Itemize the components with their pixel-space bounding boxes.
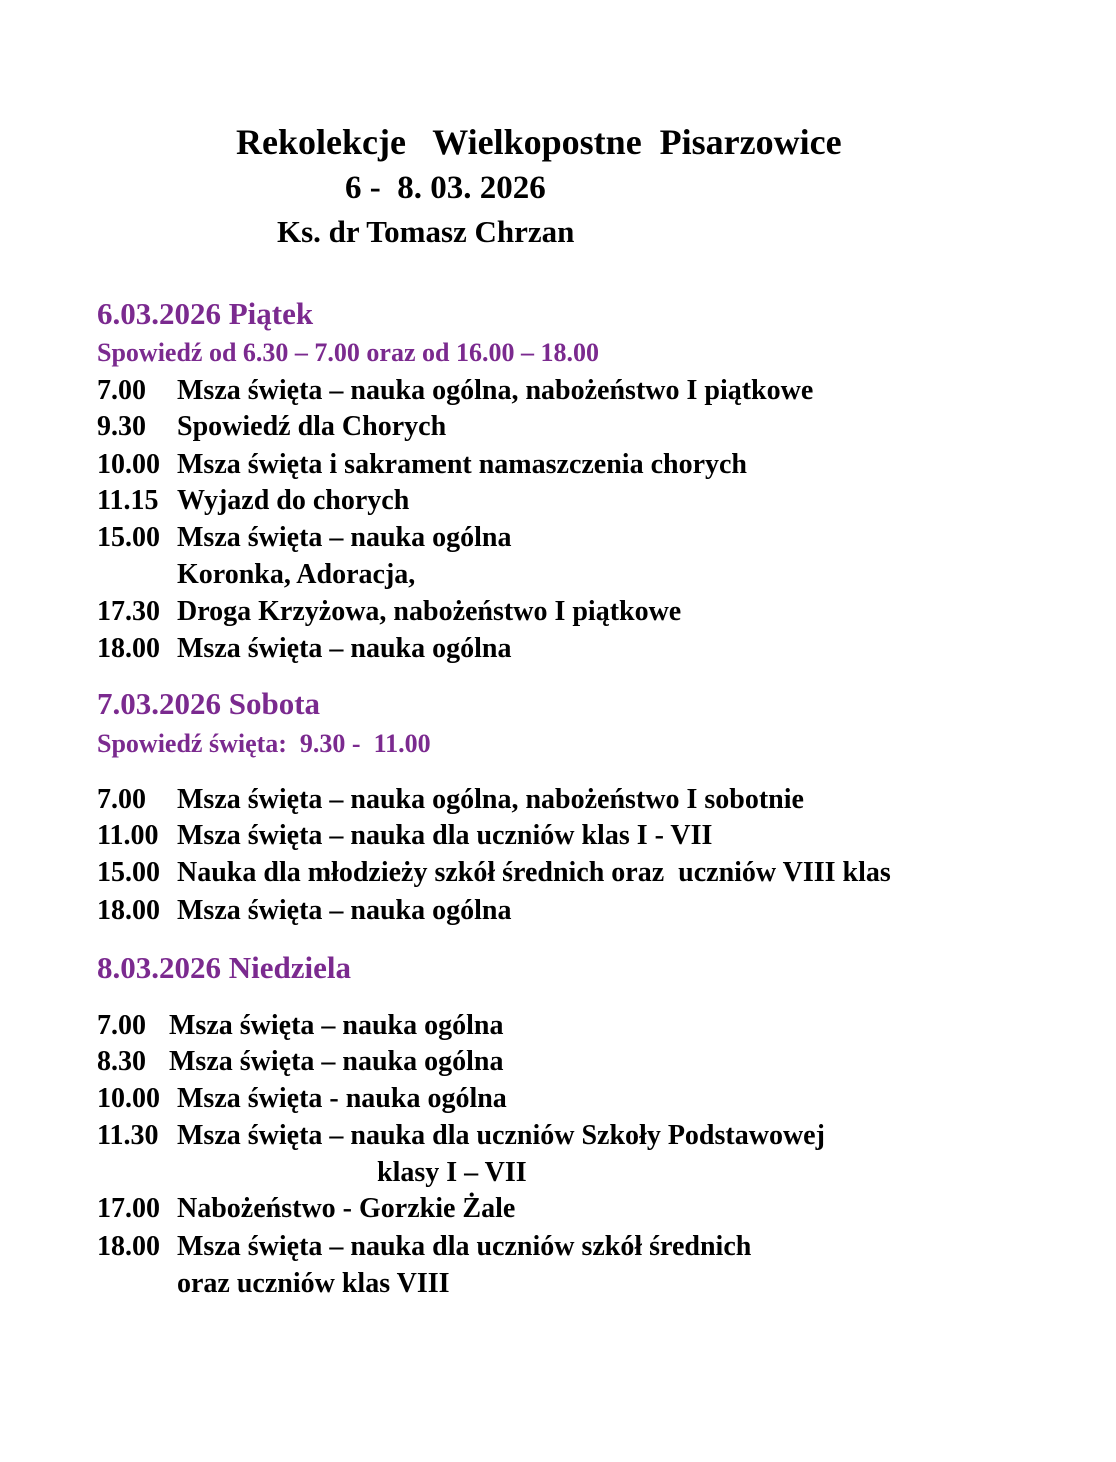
confession-saturday: Spowiedź święta: 9.30 - 11.00 (97, 729, 431, 758)
entry-time: 10.00 (97, 449, 160, 480)
entry-text: Msza święta – nauka ogólna, nabożeństwo I sobotnie (177, 784, 804, 815)
entry-time: 15.00 (97, 857, 160, 888)
entry-time: 11.30 (97, 1120, 159, 1151)
entry-text: Wyjazd do chorych (177, 485, 410, 516)
schedule-entry (97, 598, 681, 626)
entry-time: 7.00 (97, 1010, 146, 1041)
entry-time: 18.00 (97, 633, 160, 664)
entry-time: 10.00 (97, 1083, 160, 1114)
entry-time: 11.00 (97, 820, 159, 851)
schedule-entry (97, 897, 511, 925)
schedule-entry (97, 451, 747, 479)
entry-time: 11.15 (97, 485, 159, 516)
day-heading-sunday: 8.03.2026 Niedziela (97, 950, 351, 985)
entry-time: 17.00 (97, 1193, 160, 1224)
entry-time: 15.00 (97, 522, 160, 553)
entry-time: 9.30 (97, 411, 146, 442)
schedule-entry (97, 786, 804, 814)
entry-text: Msza święta – nauka ogólna (177, 633, 512, 664)
entry-time: 18.00 (97, 1231, 160, 1262)
schedule-entry (97, 859, 891, 887)
entry-text: Msza święta – nauka dla uczniów szkół średnich (177, 1231, 752, 1262)
schedule-entry (97, 822, 712, 850)
entry-time: 8.30 (97, 1046, 146, 1077)
entry-text: Msza święta – nauka ogólna (169, 1046, 504, 1077)
schedule-entry (97, 377, 813, 405)
entry-text: Msza święta – nauka ogólna, nabożeństwo I piątkowe (177, 375, 814, 406)
entry-text: Koronka, Adoracja, (177, 559, 416, 590)
schedule-entry (97, 1012, 503, 1040)
confession-friday: Spowiedź od 6.30 – 7.00 oraz od 16.00 – 18.00 (97, 338, 599, 367)
entry-text: Msza święta – nauka dla uczniów Szkoły Podstawowej (177, 1120, 825, 1151)
entry-text: Msza święta - nauka ogólna (177, 1083, 507, 1114)
schedule-entry (97, 1233, 751, 1261)
entry-text: Msza święta – nauka dla uczniów klas I - VII (177, 820, 713, 851)
entry-text: Msza święta – nauka ogólna (177, 895, 512, 926)
entry-time: 17.30 (97, 596, 160, 627)
schedule-entry (97, 487, 409, 515)
day-heading-saturday: 7.03.2026 Sobota (97, 686, 321, 721)
schedule-entry (97, 1159, 527, 1187)
schedule-entry (97, 1048, 503, 1076)
entry-text: klasy I – VII (377, 1157, 527, 1188)
schedule-entry (97, 1195, 515, 1223)
schedule-entry (97, 1122, 825, 1150)
entry-time: 7.00 (97, 784, 146, 815)
schedule-entry (97, 524, 511, 552)
schedule-entry (97, 1085, 507, 1113)
day-heading-friday: 6.03.2026 Piątek (97, 296, 314, 331)
entry-text: Msza święta – nauka ogólna (169, 1010, 504, 1041)
entry-text: Msza święta i sakrament namaszczenia chorych (177, 449, 748, 480)
entry-time: 18.00 (97, 895, 160, 926)
preacher-name: Ks. dr Tomasz Chrzan (277, 214, 575, 249)
entry-text: Droga Krzyżowa, nabożeństwo I piątkowe (177, 596, 682, 627)
schedule-entry (97, 635, 511, 663)
schedule-entry (97, 561, 415, 589)
schedule-entry (97, 1270, 450, 1298)
entry-text: Spowiedź dla Chorych (177, 411, 447, 442)
entry-text: Nauka dla młodzieży szkół średnich oraz uczniów VIII klas (177, 857, 891, 888)
entry-text: Nabożeństwo - Gorzkie Żale (177, 1193, 516, 1224)
entry-text: Msza święta – nauka ogólna (177, 522, 512, 553)
schedule-entry (97, 413, 446, 441)
entry-text: oraz uczniów klas VIII (177, 1268, 450, 1299)
page-title: Rekolekcje Wielkopostne Pisarzowice (236, 122, 842, 162)
entry-time: 7.00 (97, 375, 146, 406)
event-dates: 6 - 8. 03. 2026 (345, 170, 546, 206)
